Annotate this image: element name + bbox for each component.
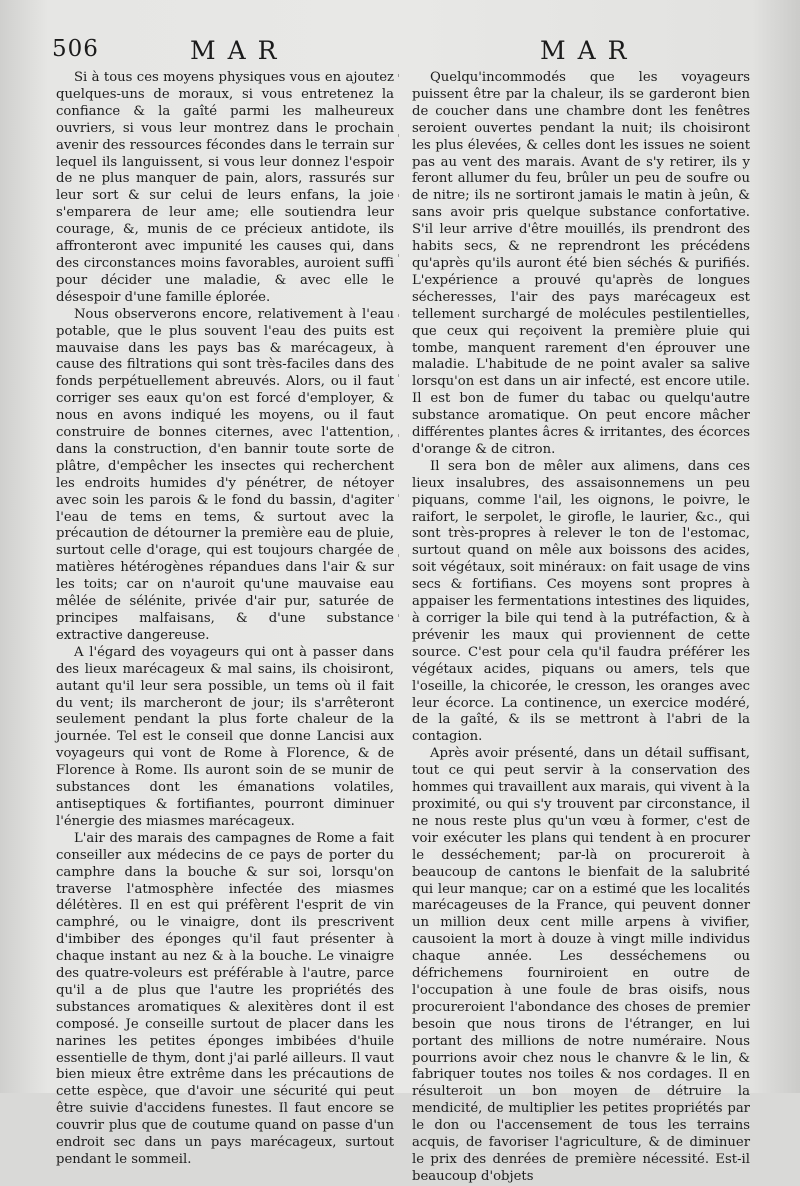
running-head-right: MAR — [540, 36, 639, 65]
paragraph: Nous observerons encore, relativement à l'eau potable, que le plus souvent l'eau des puits est mauvaise dans les pays bas & marécageux, à cause des filtrations qui sont très-faciles dans des fonds perpétuellement abreuvés. Alors, ou il faut corriger ses eaux qu'on est forcé d'employer, & nous en avons indiqué les moyens, ou il faut construire de bonnes citernes, avec l'attention, dans la construction, d'en bannir toute sorte de plâtre, d'empêcher les insectes qui recherchent les endroits humides d'y pénétrer, de nétoyer avec soin les parois & le fond du bassin, d'agiter l'eau de tems en tems, & surtout avec la précaution de détourner la première eau de pluie, surtout celle d'orage, qui est toujours chargée de matières hétérogènes répandues dans l'air & sur les toits; car on n'auroit qu'une mauvaise eau mêlée de sélénite, privée d'air pur, saturée de principes malfaisans, & d'une substance extractive dangereuse. — [56, 306, 394, 643]
right-column — [412, 70, 750, 1186]
column-divider — [398, 74, 399, 674]
paragraph: Quelqu'incommodés que les voyageurs puissent être par la chaleur, ils se garderont bien de coucher dans une chambre dont les fenêtres seroient ouvertes pendant la nuit; ils choisiront les plus élevées, & celles dont les issues ne soient pas au vent des marais. Avant de s'y retirer, ils y feront allumer du feu, brûler un peu de soufre ou de nitre; ils ne sortiront jamais le matin à jeûn, & sans avoir pris quelque substance confortative. S'il leur arrive d'être mouillés, ils prendront des habits secs, & ne reprendront les précédens qu'après qu'ils auront été bien séchés & purifiés. L'expérience a prouvé qu'après de longues sécheresses, l'air des pays marécageux est tellement surchargé de molécules pestilentielles, que ceux qui reçoivent la première pluie qui tombe, manquent rarement d'en éprouver une maladie. L'habitude de ne point avaler sa salive lorsqu'on est dans un air infecté, est encore utile. Il est bon de fumer du tabac ou quelqu'autre substance aromatique. On peut encore mâcher différentes plantes âcres & irritantes, des écorces d'orange & de citron. — [412, 70, 750, 457]
paragraph: A l'égard des voyageurs qui ont à passer dans des lieux marécageux & mal sains, ils choisiront, autant qu'il leur sera possible, un tems où il fait du vent; ils marcheront de jour; ils s'arrêteront seulement pendant la plus forte chaleur de la journée. Tel est le conseil que donne Lancisi aux voyageurs qui vont de Rome à Florence, & de Florence à Rome. Ils auront soin de se munir de substances dont les émanations volatiles, antiseptiques & fortifiantes, pourront diminuer l'énergie des miasmes marécageux. — [56, 644, 394, 829]
paragraph: Il sera bon de mêler aux alimens, dans ces lieux insalubres, des assaisonnemens un peu piquans, comme l'ail, les oignons, le poivre, le raifort, le serpolet, le girofle, le laurier, &c., qui sont très-propres à relever le ton de l'estomac, surtout quand on mêle aux boissons des acides, soit végétaux, soit minéraux: on fait usage de vins secs & fortifians. Ces moyens sont propres à appaiser les fermentations intestines des liquides, à corriger la bile qui tend à la putréfaction, & à prévenir les maux qui proviennent de cette source. C'est pour cela qu'il faudra préférer les végétaux acides, piquans ou amers, tels que l'oseille, la chicorée, le cresson, les oranges avec leur écorce. La continence, un exercice modéré, de la gaîté, & ils se mettront à l'abri de la contagion. — [412, 458, 750, 745]
paragraph: Après avoir présenté, dans un détail suffisant, tout ce qui peut servir à la conservation des hommes qui travaillent aux marais, qui vivent à la proximité, ou qui s'y trouvent par circonstance, il ne nous reste plus qu'un vœu à former, c'est de voir exécuter les plans qui tendent à en procurer le desséchement; par-là on procureroit à beaucoup de cantons le bienfait de la salubrité qui leur manque; car on a estimé que les localités marécageuses de la France, qui peuvent donner un million deux cent mille arpens à vivifier, causoient la mort à douze à vingt mille individus chaque année. Les desséchemens ou défrichemens fourniroient en outre de l'occupation à une foule de bras oisifs, nous procureroient l'abondance des choses de premier besoin que nous tirons de l'étranger, en lui portant des millions de notre numéraire. Nous pourrions avoir chez nous le chanvre & le lin, & fabriquer toutes nos toiles & nos cordages. Il en résulteroit un bon moyen de détruire la mendicité, de multiplier les petites propriétés par le don ou l'accensement de tous les terrains acquis, de favoriser l'agriculture, & de diminuer le prix des denrées de première nécessité. Est-il beaucoup d'objets — [412, 746, 750, 1184]
page-number: 506 — [52, 36, 99, 62]
paragraph: Si à tous ces moyens physiques vous en ajoutez quelques-uns de moraux, si vous entretenez la confiance & la gaîté parmi les malheureux ouvriers, si vous leur montrez dans le prochain avenir des ressources fécondes dans le terrain sur lequel ils languissent, si vous leur donnez l'espoir de ne plus manquer de pain, alors, rassurés sur leur sort & sur celui de leurs enfans, la joie s'emparera de leur ame; elle soutiendra leur courage, &, munis de ce précieux antidote, ils affronteront avec impunité les causes qui, dans des circonstances moins favorables, auroient suffi pour décider une maladie, & avec elle le désespoir d'une famille éplorée. — [56, 70, 394, 305]
left-column — [56, 70, 394, 1169]
running-head-left: MAR — [190, 36, 289, 65]
page-header — [52, 36, 770, 66]
paragraph: L'air des marais des campagnes de Rome a fait conseiller aux médecins de ce pays de porter du camphre dans la bouche & sur soi, lorsqu'on traverse l'atmosphère infectée des miasmes délétères. Il en est qui préfèrent l'esprit de vin camphré, ou le vinaigre, dont ils prescrivent d'imbiber des éponges qu'il faut présenter à chaque instant au nez & à la bouche. Le vinaigre des quatre-voleurs est préférable à l'autre, parce qu'il a de plus que l'autre les propriétés des substances aromatiques & alexitères dont il est composé. Je conseille surtout de placer dans les narines les petites éponges imbibées d'huile essentielle de thym, dont j'ai parlé ailleurs. Il vaut bien mieux être extrême dans les précautions de cette espèce, que d'avoir une sécurité qui peut être suivie d'accidens funestes. Il faut encore se couvrir plus que de coutume quand on passe d'un endroit sec dans un pays marécageux, surtout pendant le sommeil. — [56, 830, 394, 1167]
